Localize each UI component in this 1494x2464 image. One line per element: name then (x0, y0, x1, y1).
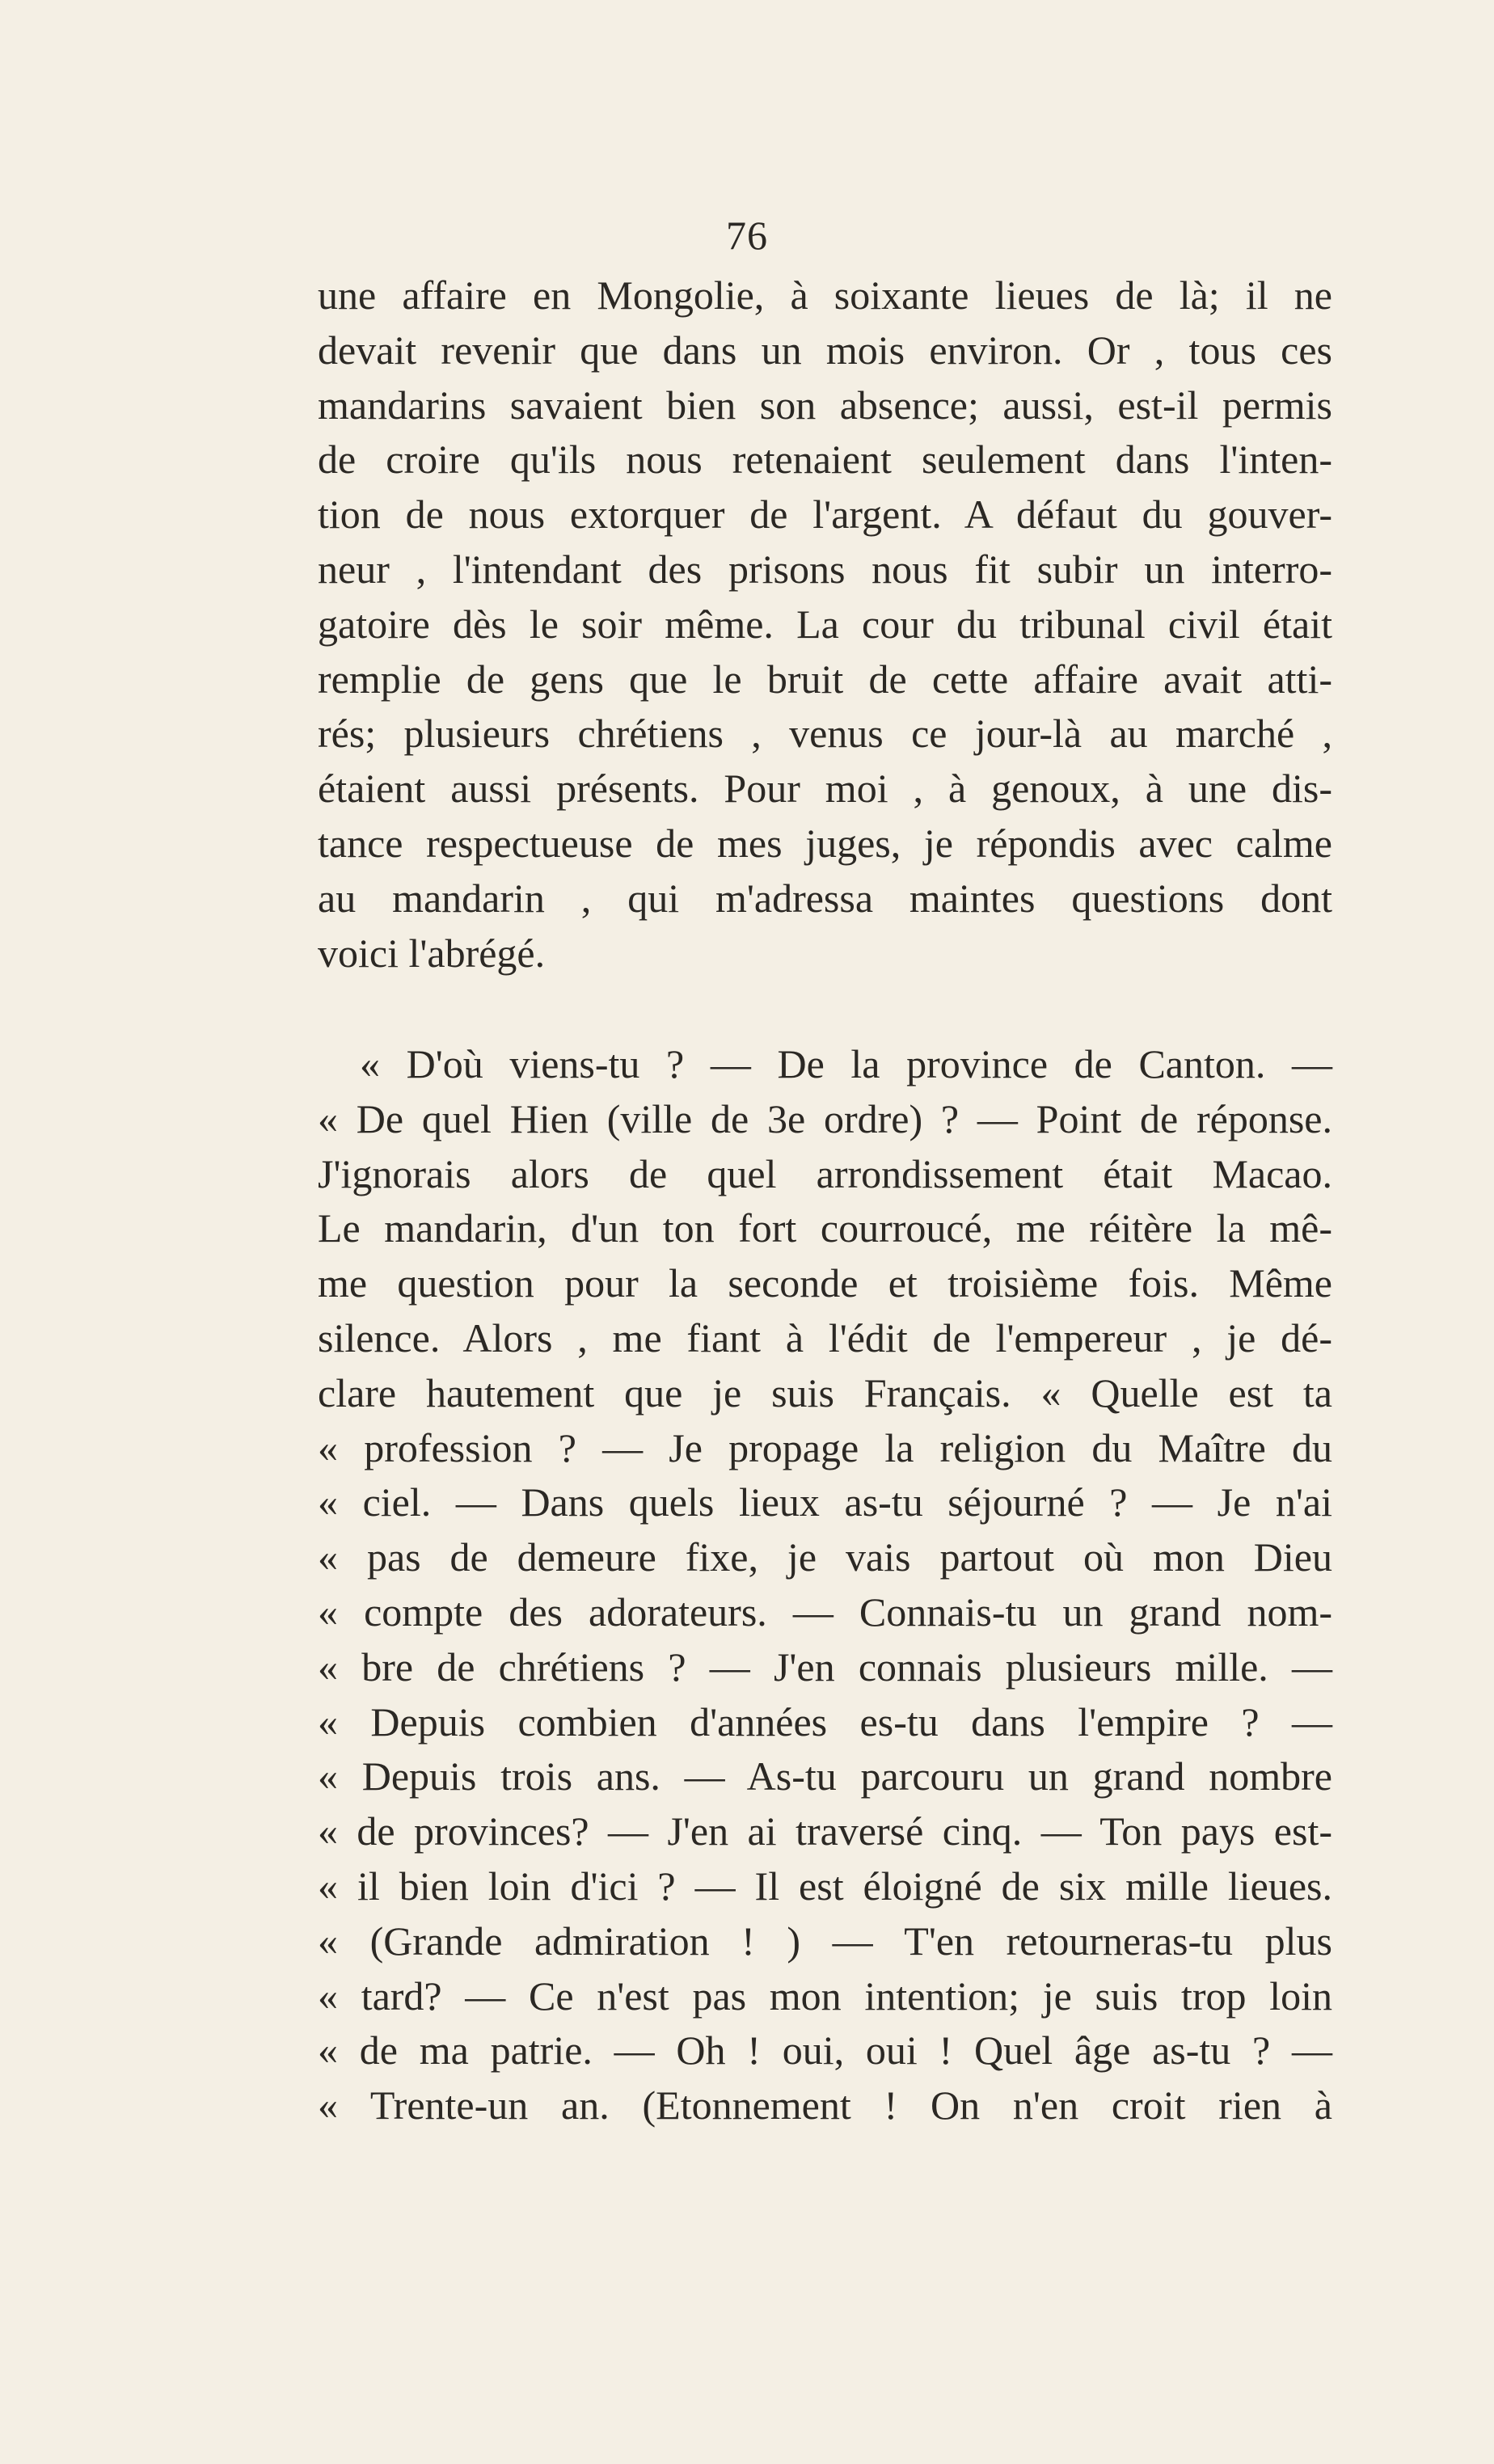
text-line: rés; plusieurs chrétiens , venus ce jour-là au marché , (318, 711, 1332, 757)
text-line: me question pour la seconde et troisième fois. Même (318, 1260, 1332, 1306)
text-line: devait revenir que dans un mois environ. Or , tous ces (318, 327, 1332, 373)
text-line: voici l'abrégé. (318, 930, 546, 976)
text-line: silence. Alors , me fiant à l'édit de l'empereur , je dé- (318, 1314, 1332, 1361)
paragraph-2 (318, 1037, 1332, 2133)
text-line: « il bien loin d'ici ? — Il est éloigné de six mille lieues. (318, 1863, 1332, 1909)
text-line: « Depuis trois ans. — As-tu parcouru un grand nombre (318, 1753, 1332, 1799)
text-line: neur , l'intendant des prisons nous fit subir un interro- (318, 546, 1332, 592)
text-line: remplie de gens que le bruit de cette affaire avait atti- (318, 656, 1332, 702)
text-line: Le mandarin, d'un ton fort courroucé, me réitère la mê- (318, 1205, 1332, 1251)
text-line: étaient aussi présents. Pour moi , à genoux, à une dis- (318, 766, 1332, 812)
text-line: mandarins savaient bien son absence; aussi, est-il permis (318, 382, 1332, 428)
paragraph-1 (318, 268, 1332, 981)
text-line: « ciel. — Dans quels lieux as-tu séjourné ? — Je n'ai (318, 1479, 1332, 1525)
text-line: « bre de chrétiens ? — J'en connais plusieurs mille. — (318, 1643, 1332, 1690)
text-line: « compte des adorateurs. — Connais-tu un grand nom- (318, 1589, 1332, 1635)
text-line: « tard? — Ce n'est pas mon intention; je suis trop loin (318, 1972, 1332, 2019)
text-line: « profession ? — Je propage la religion du Maître du (318, 1424, 1332, 1470)
text-line: tance respectueuse de mes juges, je répondis avec calme (318, 820, 1332, 866)
text-line: « (Grande admiration ! ) — T'en retourneras-tu plus (318, 1918, 1332, 1964)
page-number: 76 (726, 213, 768, 258)
text-line: gatoire dès le soir même. La cour du tribunal civil était (318, 601, 1332, 647)
text-line: « Trente-un an. (Etonnement ! On n'en croit rien à (318, 2082, 1332, 2129)
text-line: « de ma patrie. — Oh ! oui, oui ! Quel âge as-tu ? — (318, 2027, 1332, 2074)
text-line: « de provinces? — J'en ai traversé cinq. — Ton pays est- (318, 1808, 1332, 1854)
text-line: « pas de demeure fixe, je vais partout où mon Dieu (318, 1534, 1332, 1580)
text-line: de croire qu'ils nous retenaient seulement dans l'inten- (318, 437, 1332, 483)
text-line: J'ignorais alors de quel arrondissement était Macao. (318, 1150, 1332, 1196)
text-line: « D'où viens-tu ? — De la province de Canton. — (360, 1041, 1332, 1086)
text-line: tion de nous extorquer de l'argent. A défaut du gouver- (318, 492, 1332, 538)
text-line: une affaire en Mongolie, à soixante lieues de là; il ne (318, 272, 1332, 318)
text-line: « Depuis combien d'années es-tu dans l'empire ? — (318, 1698, 1332, 1745)
text-line: clare hautement que je suis Français. « Quelle est ta (318, 1369, 1332, 1416)
text-line: « De quel Hien (ville de 3e ordre) ? — Point de réponse. (318, 1095, 1332, 1141)
text-line: au mandarin , qui m'adressa maintes questions dont (318, 875, 1332, 921)
